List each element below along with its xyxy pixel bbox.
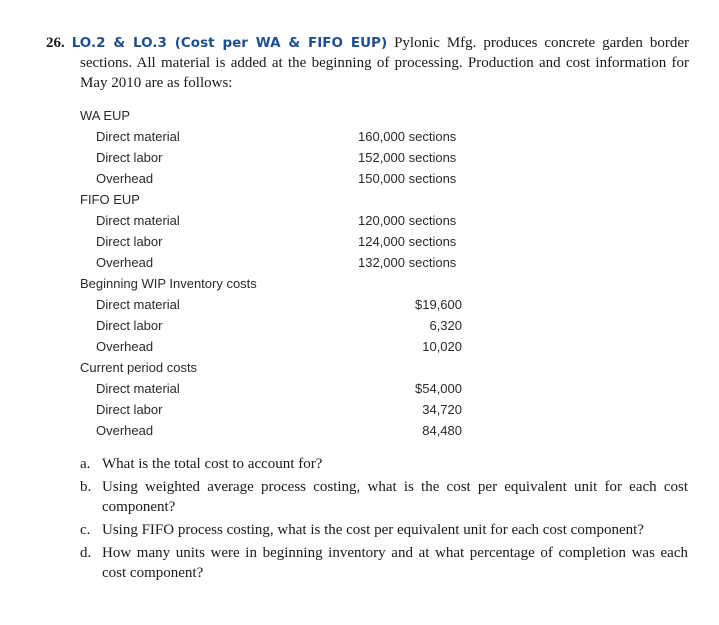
row-label: Direct labor (96, 234, 163, 249)
table-row (80, 315, 480, 336)
row-label: Direct material (96, 297, 180, 312)
row-label: Direct labor (96, 402, 163, 417)
list-item (80, 477, 688, 517)
question-list (80, 454, 688, 586)
question-text: How many units were in beginning inventory and at what percentage of completion was each cost component? (102, 545, 688, 581)
row-amount: 84,480 (422, 423, 462, 438)
problem-intro (46, 33, 689, 93)
row-label: Direct material (96, 213, 180, 228)
group-title: Beginning WIP Inventory costs (80, 276, 257, 291)
row-value: 120,000 sections (358, 213, 457, 228)
problem-intro-text: Pylonic Mfg. produces concrete garden border sections. All material is added at the beginning of processing. Production and cost information for May 2010 are as follows: (80, 35, 690, 91)
table-row (80, 168, 480, 189)
row-label: Overhead (96, 423, 154, 438)
row-amount: 10,020 (422, 339, 462, 354)
row-label: Direct labor (96, 150, 163, 165)
question-letter: c. (80, 522, 91, 538)
row-amount: 6,320 (429, 318, 462, 333)
row-label: Direct material (96, 381, 180, 396)
table-row (80, 231, 480, 252)
row-value: 124,000 sections (358, 234, 457, 249)
question-letter: a. (80, 456, 91, 472)
table-row (80, 126, 480, 147)
row-label: Overhead (96, 255, 154, 270)
row-amount: $19,600 (415, 297, 462, 312)
group-title: Current period costs (80, 360, 198, 375)
table-row (80, 210, 480, 231)
list-item (80, 520, 688, 540)
table-row (80, 336, 480, 357)
table-row (80, 399, 480, 420)
problem-number: 26. (46, 35, 65, 51)
row-value: 132,000 sections (358, 255, 457, 270)
data-table (80, 105, 480, 441)
table-row (80, 294, 480, 315)
question-letter: b. (80, 479, 92, 495)
problem-header (46, 33, 689, 93)
row-value: 152,000 sections (358, 150, 457, 165)
row-label: Overhead (96, 171, 154, 186)
row-label: Overhead (96, 339, 154, 354)
list-item (80, 543, 688, 583)
row-amount: $54,000 (415, 381, 462, 396)
question-letter: d. (80, 545, 92, 561)
table-row (80, 420, 480, 441)
row-label: Direct labor (96, 318, 163, 333)
question-text: What is the total cost to account for? (102, 456, 323, 472)
list-item (80, 454, 688, 474)
row-amount: 34,720 (422, 402, 462, 417)
group-title: WA EUP (80, 108, 131, 123)
row-label: Direct material (96, 129, 180, 144)
table-row (80, 378, 480, 399)
table-row (80, 147, 480, 168)
question-text: Using FIFO process costing, what is the cost per equivalent unit for each cost component? (102, 522, 644, 538)
row-value: 160,000 sections (358, 129, 457, 144)
question-text: Using weighted average process costing, what is the cost per equivalent unit for each cost component? (102, 479, 688, 515)
group-title: FIFO EUP (80, 192, 140, 207)
table-row (80, 252, 480, 273)
row-value: 150,000 sections (358, 171, 457, 186)
learning-objective-tag: LO.2 & LO.3 (Cost per WA & FIFO EUP) (71, 35, 388, 51)
